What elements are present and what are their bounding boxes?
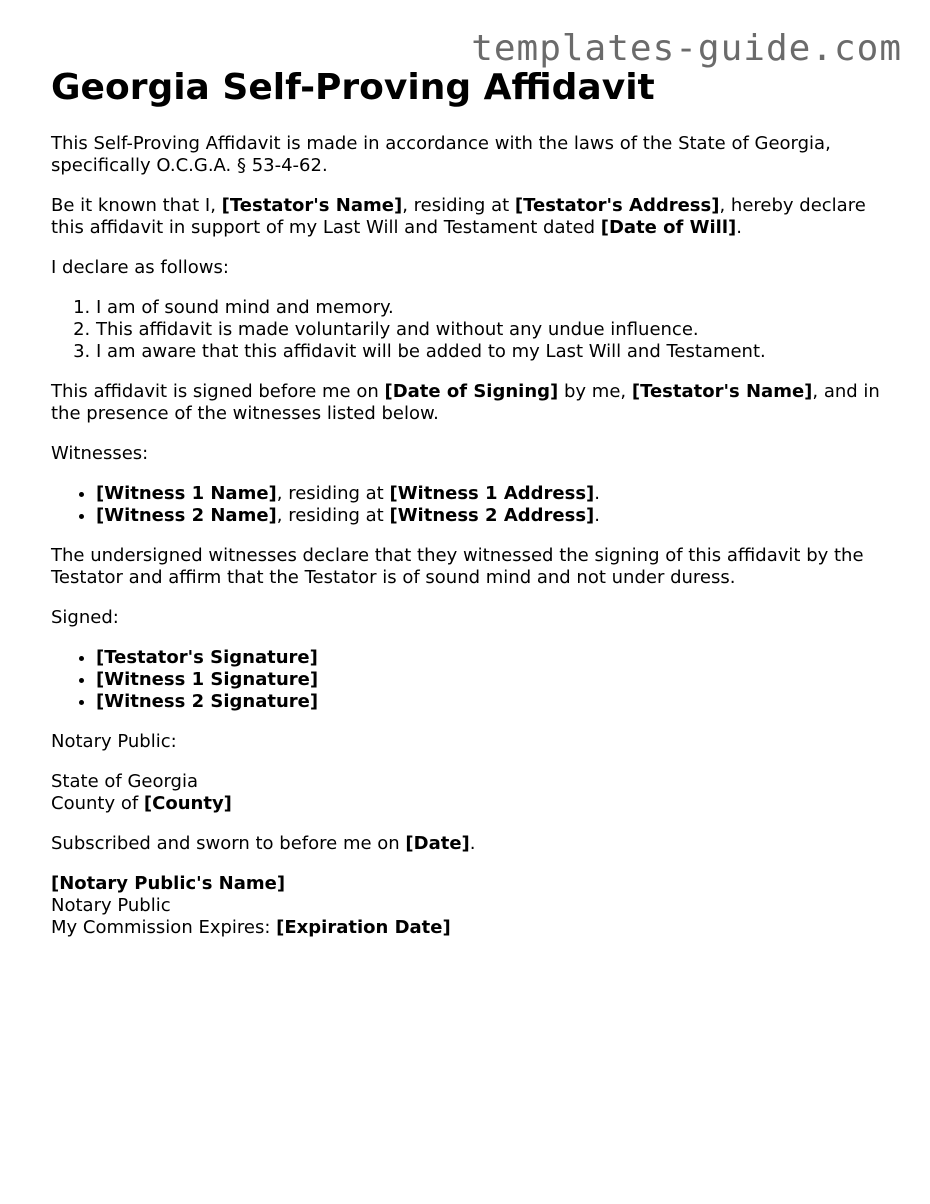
text: , hereby declare this affidavit in support of my Last Will and Testament dated <box>51 195 866 239</box>
list-item <box>96 647 881 669</box>
text: , residing at <box>276 505 390 527</box>
will-date-placeholder: [Date of Will] <box>600 217 737 239</box>
signatures-list <box>51 647 881 713</box>
venue-block <box>51 771 881 815</box>
intro-paragraph: This Self-Proving Affidavit is made in accordance with the laws of the State of Georgia, specifically O.C.G.A. § 53-4-62. <box>51 133 831 177</box>
sworn-date-placeholder: [Date] <box>405 833 470 855</box>
notary-title: Notary Public <box>51 895 171 917</box>
declaration-paragraph <box>51 195 881 239</box>
text: . <box>594 505 601 527</box>
venue-state: State of Georgia <box>51 771 199 793</box>
county-placeholder: [County] <box>143 793 232 815</box>
text: County of <box>51 793 144 815</box>
text: . <box>469 833 476 855</box>
list-item: 2. This affidavit is made voluntarily and without any undue influence. <box>96 319 881 341</box>
text: My Commission Expires: <box>51 917 277 939</box>
testator-address-placeholder: [Testator's Address] <box>514 195 720 217</box>
testator-name-placeholder: [Testator's Name] <box>631 381 813 403</box>
signing-date-placeholder: [Date of Signing] <box>384 381 559 403</box>
list-item: 3. I am aware that this affidavit will be added to my Last Will and Testament. <box>96 341 881 363</box>
commission-expires <box>51 917 881 939</box>
witnesses-list <box>51 483 881 527</box>
list-item <box>96 505 881 527</box>
text: . <box>736 217 742 239</box>
signature-placeholder: [Witness 2 Signature] <box>96 691 319 713</box>
notary-heading: Notary Public: <box>51 731 177 753</box>
notary-block <box>51 873 881 939</box>
declarations-list <box>51 297 881 363</box>
witness-name-placeholder: [Witness 1 Name] <box>96 483 277 505</box>
witness-statement: The undersigned witnesses declare that they witnessed the signing of this affidavit by the Testator and affirm that the Testator is of sound mind and not under duress. <box>51 545 864 589</box>
declare-heading: I declare as follows: <box>51 257 229 279</box>
page-title: Georgia Self-Proving Affidavit <box>51 67 655 108</box>
text: by me, <box>558 381 632 403</box>
text: , residing at <box>402 195 515 217</box>
list-item: 1. I am of sound mind and memory. <box>96 297 881 319</box>
text: , and in the presence of the witnesses listed below. <box>51 381 880 425</box>
text: This affidavit is signed before me on <box>51 381 385 403</box>
signing-paragraph <box>51 381 881 425</box>
list-item <box>96 483 881 505</box>
witness-address-placeholder: [Witness 2 Address] <box>389 505 595 527</box>
signature-placeholder: [Testator's Signature] <box>96 647 318 669</box>
watermark: templates-guide.com <box>471 28 902 69</box>
witness-address-placeholder: [Witness 1 Address] <box>389 483 595 505</box>
witnesses-heading: Witnesses: <box>51 443 149 465</box>
text: Be it known that I, <box>51 195 222 217</box>
list-item <box>96 669 881 691</box>
signed-heading: Signed: <box>51 607 119 629</box>
text: , residing at <box>276 483 390 505</box>
testator-name-placeholder: [Testator's Name] <box>221 195 403 217</box>
list-item <box>96 691 881 713</box>
notary-name-placeholder: [Notary Public's Name] <box>51 873 286 895</box>
sworn-paragraph <box>51 833 881 855</box>
text: Subscribed and sworn to before me on <box>51 833 406 855</box>
signature-placeholder: [Witness 1 Signature] <box>96 669 319 691</box>
witness-name-placeholder: [Witness 2 Name] <box>96 505 277 527</box>
venue-county <box>51 793 881 815</box>
document-body <box>51 62 881 957</box>
expiration-date-placeholder: [Expiration Date] <box>276 917 451 939</box>
text: . <box>594 483 601 505</box>
